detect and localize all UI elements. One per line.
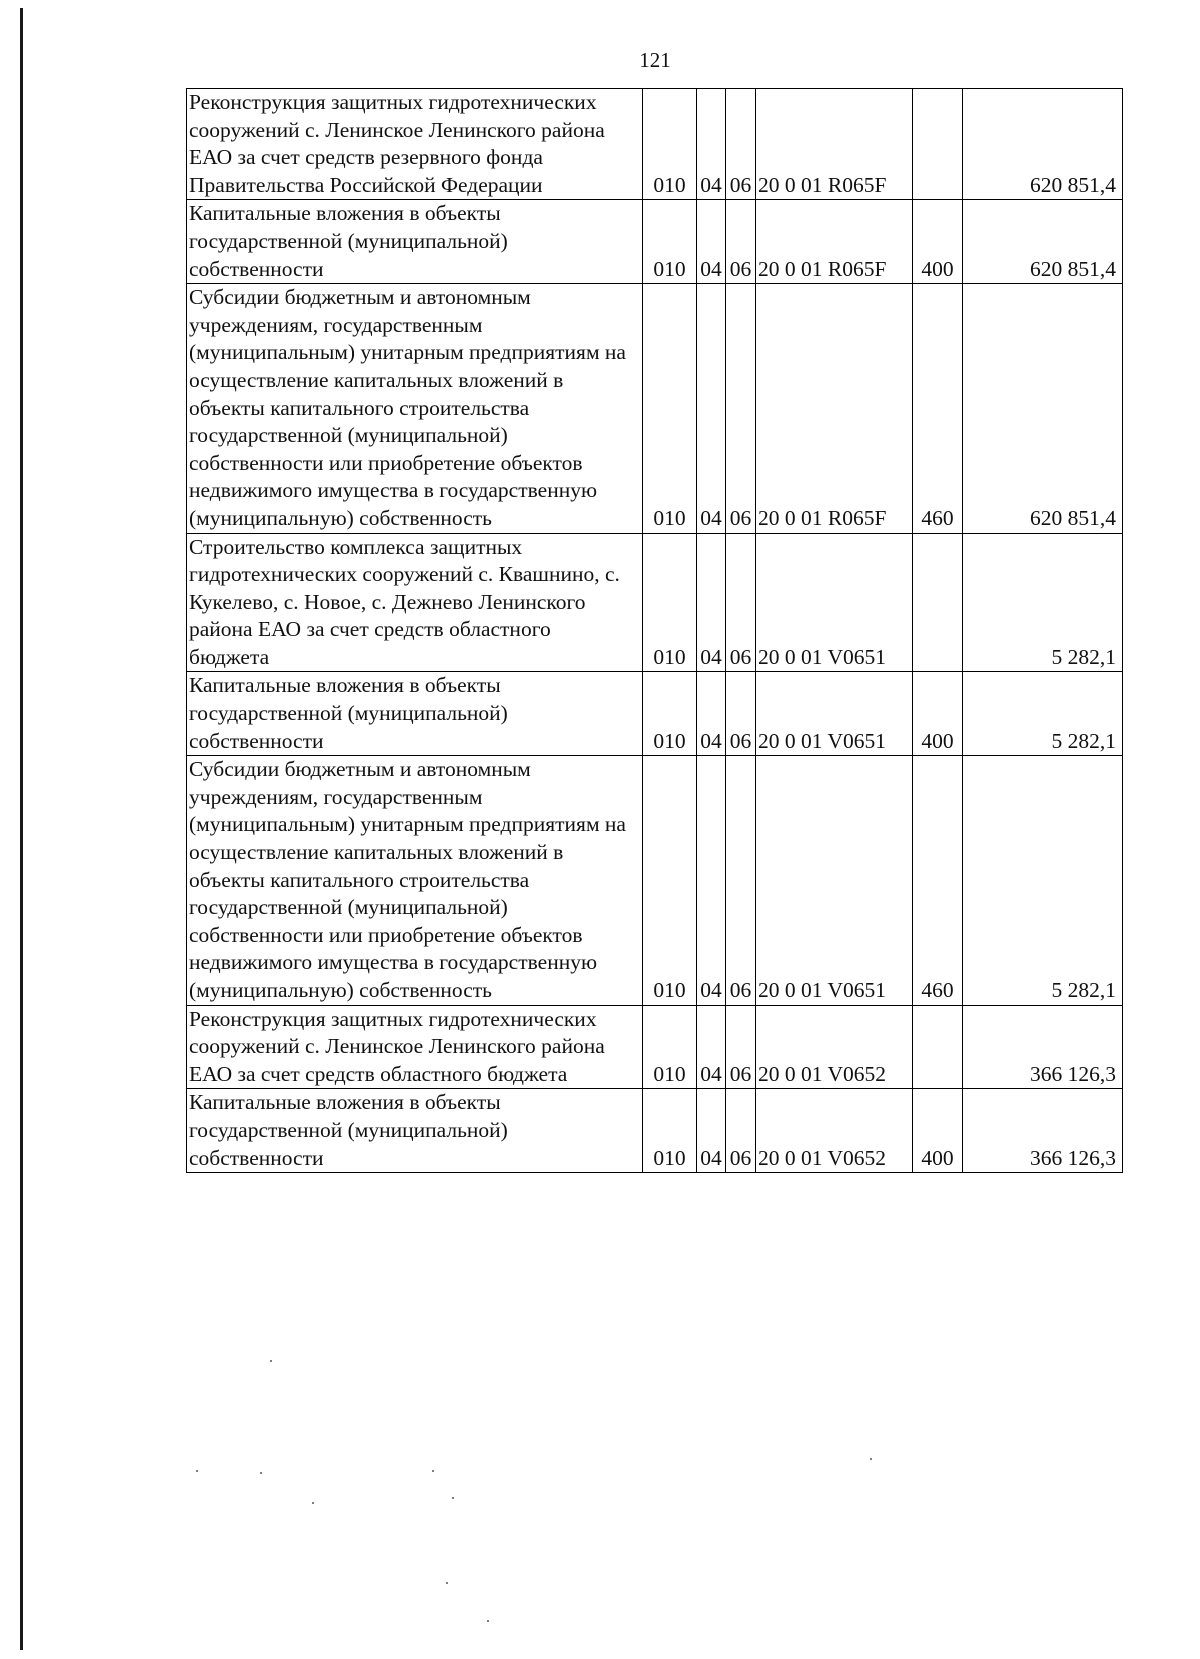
target-item-code: 20 0 01 V0652: [756, 1089, 913, 1173]
amount: 5 282,1: [963, 672, 1123, 756]
subsection-code: 06: [726, 284, 756, 533]
table-row: [187, 1089, 1123, 1173]
ministry-code: 010: [643, 200, 697, 284]
row-name: Субсидии бюджетным и автономным учреждениям, государственным (муниципальным) унитарным предприятиям на осуществление капитальных вложений в объекты капитального строительства государственной (муниципальной) собственности или приобретение объектов недвижимого имущества в государственную (муниципальную) собственность: [187, 756, 643, 1005]
section-code: 04: [697, 284, 726, 533]
row-name: Капитальные вложения в объекты государственной (муниципальной) собственности: [187, 1089, 643, 1173]
table-row: [187, 756, 1123, 1005]
ministry-code: 010: [643, 1005, 697, 1089]
amount: 5 282,1: [963, 756, 1123, 1005]
row-name: Строительство комплекса защитных гидротехнических сооружений с. Квашнино, с. Кукелево, с. Новое, с. Дежнево Ленинского района ЕАО за счет средств областного бюджета: [187, 533, 643, 672]
section-code: 04: [697, 756, 726, 1005]
expense-type-code: 400: [913, 672, 963, 756]
ministry-code: 010: [643, 756, 697, 1005]
table-row: [187, 89, 1123, 200]
target-item-code: 20 0 01 V0651: [756, 756, 913, 1005]
target-item-code: 20 0 01 V0652: [756, 1005, 913, 1089]
scan-speck: [446, 1582, 448, 1584]
table-row: [187, 533, 1123, 672]
row-name: Реконструкция защитных гидротехнических сооружений с. Ленинское Ленинского района ЕАО за счет средств областного бюджета: [187, 1005, 643, 1089]
scan-speck: [870, 1458, 872, 1460]
subsection-code: 06: [726, 89, 756, 200]
subsection-code: 06: [726, 756, 756, 1005]
ministry-code: 010: [643, 1089, 697, 1173]
table-row: [187, 200, 1123, 284]
expense-type-code: 460: [913, 284, 963, 533]
section-code: 04: [697, 672, 726, 756]
scan-speck: [487, 1620, 489, 1622]
section-code: 04: [697, 200, 726, 284]
amount: 620 851,4: [963, 284, 1123, 533]
table-row: [187, 672, 1123, 756]
target-item-code: 20 0 01 R065F: [756, 89, 913, 200]
subsection-code: 06: [726, 1005, 756, 1089]
section-code: 04: [697, 89, 726, 200]
amount: 620 851,4: [963, 200, 1123, 284]
scan-speck: [196, 1470, 198, 1472]
budget-table: [186, 88, 1123, 1173]
expense-type-code: 400: [913, 1089, 963, 1173]
expense-type-code: [913, 1005, 963, 1089]
row-name: Капитальные вложения в объекты государственной (муниципальной) собственности: [187, 200, 643, 284]
amount: 620 851,4: [963, 89, 1123, 200]
scan-speck: [260, 1472, 262, 1474]
subsection-code: 06: [726, 1089, 756, 1173]
ministry-code: 010: [643, 533, 697, 672]
row-name: Субсидии бюджетным и автономным учреждениям, государственным (муниципальным) унитарным предприятиям на осуществление капитальных вложений в объекты капитального строительства государственной (муниципальной) собственности или приобретение объектов недвижимого имущества в государственную (муниципальную) собственность: [187, 284, 643, 533]
expense-type-code: [913, 533, 963, 672]
scan-speck: [432, 1470, 434, 1472]
table-row: [187, 1005, 1123, 1089]
ministry-code: 010: [643, 284, 697, 533]
page-number: 121: [639, 48, 671, 72]
expense-type-code: 400: [913, 200, 963, 284]
table-row: [187, 284, 1123, 533]
subsection-code: 06: [726, 200, 756, 284]
row-name: Реконструкция защитных гидротехнических сооружений с. Ленинское Ленинского района ЕАО за счет средств резервного фонда Правительства Российской Федерации: [187, 89, 643, 200]
target-item-code: 20 0 01 V0651: [756, 672, 913, 756]
amount: 366 126,3: [963, 1089, 1123, 1173]
subsection-code: 06: [726, 672, 756, 756]
scan-speck: [312, 1502, 314, 1504]
row-name: Капитальные вложения в объекты государственной (муниципальной) собственности: [187, 672, 643, 756]
amount: 5 282,1: [963, 533, 1123, 672]
scan-speck: [270, 1360, 272, 1362]
target-item-code: 20 0 01 V0651: [756, 533, 913, 672]
ministry-code: 010: [643, 672, 697, 756]
section-code: 04: [697, 533, 726, 672]
scan-speck: [452, 1497, 454, 1499]
target-item-code: 20 0 01 R065F: [756, 284, 913, 533]
subsection-code: 06: [726, 533, 756, 672]
section-code: 04: [697, 1089, 726, 1173]
ministry-code: 010: [643, 89, 697, 200]
section-code: 04: [697, 1005, 726, 1089]
target-item-code: 20 0 01 R065F: [756, 200, 913, 284]
amount: 366 126,3: [963, 1005, 1123, 1089]
expense-type-code: [913, 89, 963, 200]
table-body: [187, 89, 1123, 1173]
scan-edge-line: [20, 8, 23, 1650]
expense-type-code: 460: [913, 756, 963, 1005]
